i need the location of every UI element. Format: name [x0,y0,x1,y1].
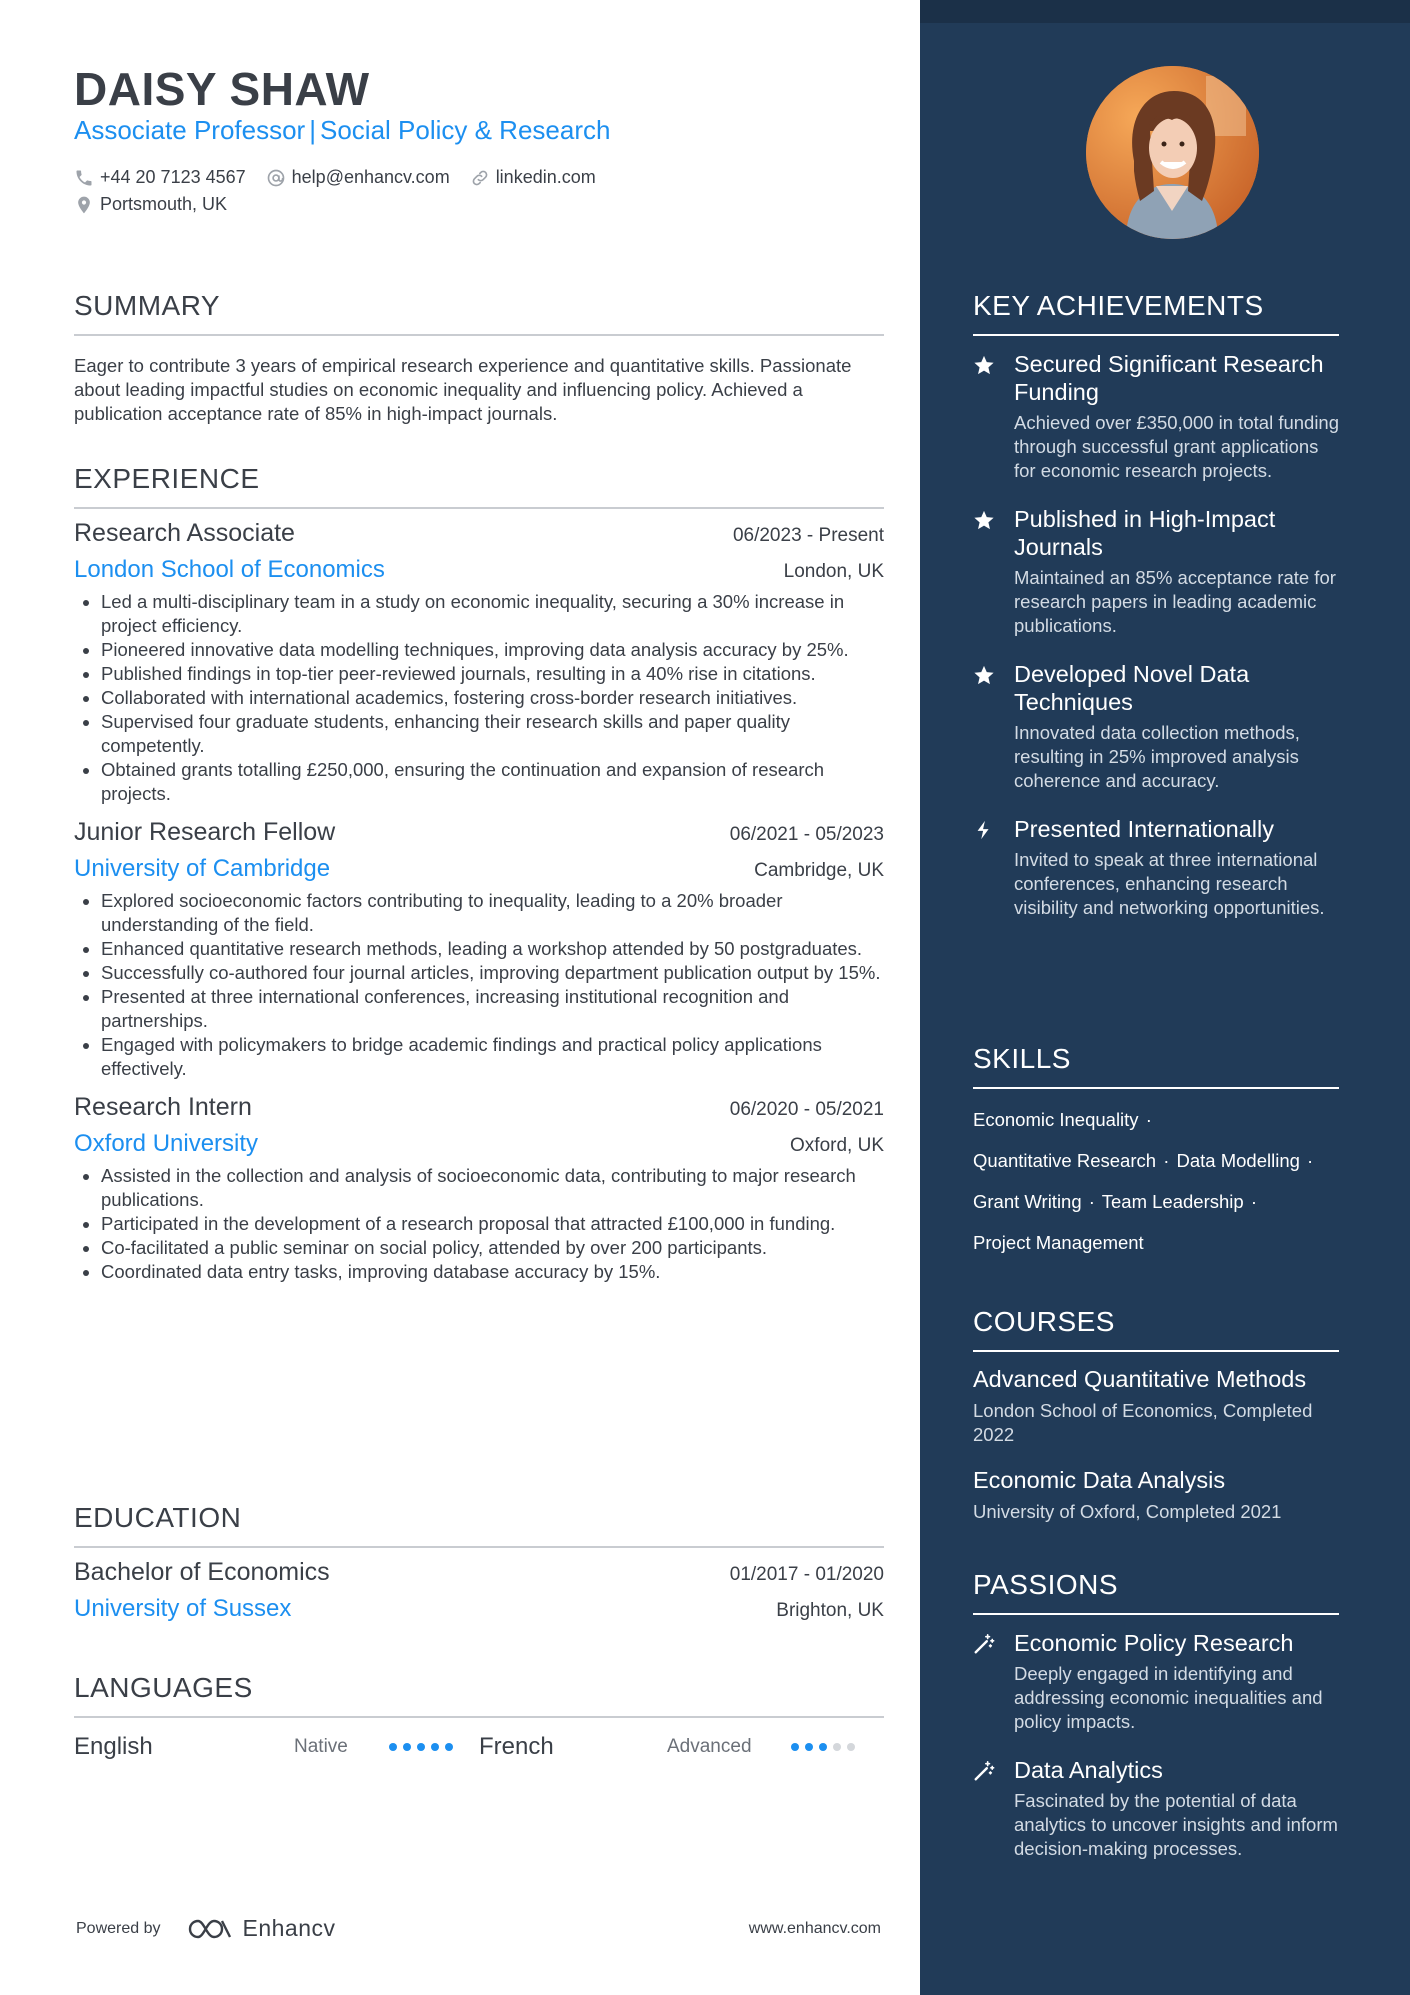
school-location: Brighton, UK [776,1600,884,1621]
divider [973,334,1339,336]
education-section [74,1502,884,1623]
linkedin-url: linkedin.com [495,167,596,187]
skill-item: Team Leadership [1101,1191,1244,1212]
bullet-item: • Successfully co-authored four journal articles, improving department publication output by 15%. [101,961,884,985]
email-address: help@enhancv.com [291,167,450,187]
language-level: Native [294,1736,348,1757]
passion-title: Economic Policy Research [1014,1630,1294,1656]
language-name: English [74,1733,153,1760]
bullet-item: • Co-facilitated a public seminar on social policy, attended by over 200 participants. [101,1236,884,1260]
rating-dot-filled [403,1743,411,1751]
rating-dot-filled [819,1743,827,1751]
summary-section [74,290,884,426]
job-bullets [74,889,884,1081]
star-icon [973,509,995,531]
language-item [74,1733,479,1761]
languages-section [74,1672,884,1762]
skill-item: Quantitative Research [973,1150,1157,1171]
achievement-title: Secured Significant Research Funding [1014,351,1324,405]
skill-item: Project Management [973,1232,1144,1253]
headline [74,115,610,146]
achievement-description: Achieved over £350,000 in total funding through successful grant applications for economic research projects. [1014,412,1340,481]
skills-section [973,1043,1353,1263]
job-location: London, UK [783,561,884,582]
footer [76,1915,881,1942]
bullet-item: • Engaged with policymakers to bridge academic findings and practical policy applications effectively. [101,1033,884,1081]
divider [973,1087,1339,1089]
course-description: University of Oxford, Completed 2021 [973,1501,1282,1522]
job-bullets [74,1164,884,1284]
achievement-description: Innovated data collection methods, resulting in 25% improved analysis coherence and accuracy. [1014,722,1300,791]
job-organization[interactable]: Oxford University [74,1130,259,1157]
avatar [1086,66,1259,239]
skill-separator: · [1163,1150,1170,1171]
bullet-item: • Participated in the development of a research proposal that attracted £100,000 in funding. [101,1212,884,1236]
skill-separator: · [1307,1150,1314,1171]
skill-list [973,1099,1353,1263]
language-item [479,1733,869,1761]
job-bullets [74,590,884,806]
job-entry [74,519,884,806]
achievement-title: Presented Internationally [1014,816,1274,842]
job-dates: 06/2023 - Present [732,525,884,546]
bullet-item: • Enhanced quantitative research methods, leading a workshop attended by 50 postgraduates. [101,937,884,961]
phone-icon [74,168,94,188]
passions-section [973,1569,1339,1861]
education-title: EDUCATION [74,1502,242,1533]
experience-section [74,463,884,1284]
achievement-item [973,350,1339,483]
rating-dot-filled [431,1743,439,1751]
course-item [973,1366,1339,1447]
location-text: Portsmouth, UK [100,194,228,214]
passions-title: PASSIONS [973,1569,1119,1600]
job-title: Research Intern [74,1093,252,1121]
brand-logo[interactable] [187,1915,336,1942]
brand-name: Enhancv [242,1915,336,1941]
bolt-icon [973,819,995,841]
bullet-item: • Assisted in the collection and analysis of socioeconomic data, contributing to major research publications. [101,1164,884,1212]
rating-dot-empty [833,1743,841,1751]
language-level: Advanced [667,1736,752,1757]
education-dates: 01/2017 - 01/2020 [729,1564,884,1585]
job-entry [74,818,884,1081]
bullet-item: • Supervised four graduate students, enhancing their research skills and paper quality competently. [101,710,884,758]
bullet-item: • Published findings in top-tier peer-reviewed journals, resulting in a 40% rise in citations. [101,662,884,686]
location-contact [74,194,227,215]
bullet-item: • Pioneered innovative data modelling techniques, improving data analysis accuracy by 25%. [101,638,884,662]
bullet-item: • Presented at three international conferences, increasing institutional recognition and partnerships. [101,985,884,1033]
job-location: Cambridge, UK [754,860,884,881]
language-rating [791,1743,861,1751]
language-name: French [479,1733,554,1760]
passion-description: Deeply engaged in identifying and addressing economic inequalities and policy impacts. [1014,1663,1323,1732]
rating-dot-filled [791,1743,799,1751]
summary-title: SUMMARY [74,290,221,321]
at-icon [266,168,286,188]
skill-item: Data Modelling [1176,1150,1300,1171]
bullet-item: • Obtained grants totalling £250,000, ensuring the continuation and expansion of research projects. [101,758,884,806]
skill-separator: · [1088,1191,1095,1212]
powered-by-label: Powered by [76,1919,161,1937]
achievement-item [973,815,1339,920]
sidebar-top-bar [920,0,1410,23]
candidate-name: DAISY SHAW [74,63,370,115]
experience-title: EXPERIENCE [74,463,260,494]
skill-item: Economic Inequality [973,1109,1139,1130]
rating-dot-filled [805,1743,813,1751]
education-entry [74,1558,884,1623]
divider [74,507,884,509]
skill-separator: · [1250,1191,1257,1212]
passion-title: Data Analytics [1014,1757,1163,1783]
course-item [973,1467,1339,1524]
contact-info [74,164,884,218]
job-title: Junior Research Fellow [74,818,336,846]
divider [74,1546,884,1548]
divider [973,1350,1339,1352]
email-contact[interactable] [266,167,450,188]
job-dates: 06/2020 - 05/2021 [729,1099,884,1120]
school-name[interactable]: University of Sussex [74,1595,292,1622]
location-pin-icon [74,195,94,215]
languages-title: LANGUAGES [74,1672,253,1703]
bullet-item: • Led a multi-disciplinary team in a study on economic inequality, securing a 30% increase in project efficiency. [101,590,884,638]
skill-item: Grant Writing [973,1191,1082,1212]
achievement-title: Developed Novel Data Techniques [1014,661,1250,715]
achievement-description: Maintained an 85% acceptance rate for research papers in leading academic publications. [1014,567,1336,636]
star-icon [973,354,995,376]
achievement-title: Published in High-Impact Journals [1014,506,1276,560]
bullet-item: • Coordinated data entry tasks, improving database accuracy by 15%. [101,1260,884,1284]
job-title: Research Associate [74,519,295,547]
achievement-description: Invited to speak at three international conferences, enhancing research visibility and networking opportunities. [1014,849,1325,918]
passion-item [973,1756,1339,1861]
divider [74,1716,884,1718]
enhancv-logo-icon [187,1917,233,1941]
magic-wand-icon [973,1760,995,1782]
rating-dot-empty [847,1743,855,1751]
skills-title: SKILLS [973,1043,1071,1074]
profile-photo [1086,66,1259,239]
achievement-item [973,505,1339,638]
bullet-item: • Explored socioeconomic factors contributing to inequality, leading to a 20% broader understanding of the field. [101,889,884,937]
courses-section [973,1306,1339,1524]
website-link[interactable]: www.enhancv.com [748,1919,881,1937]
divider [74,334,884,336]
powered-by [76,1915,336,1942]
skill-separator: · [1145,1109,1152,1130]
job-organization[interactable]: London School of Economics [74,556,385,583]
passion-description: Fascinated by the potential of data analytics to uncover insights and inform decision-making processes. [1014,1790,1338,1859]
course-description: London School of Economics, Completed 2022 [973,1400,1313,1445]
summary-text: Eager to contribute 3 years of empirical research experience and quantitative skills. Passionate about leading impactful studies on economic inequality and influencing policy. Achieved a publication acceptance rate of 85% in high-impact journals. [74,355,852,424]
link-icon [470,168,490,188]
headline-separator: | [309,115,316,145]
rating-dot-filled [445,1743,453,1751]
courses-title: COURSES [973,1306,1115,1337]
phone-number: +44 20 7123 4567 [100,167,246,187]
sidebar [920,0,1410,1995]
linkedin-contact[interactable] [470,167,596,188]
course-title: Advanced Quantitative Methods [973,1366,1307,1392]
magic-wand-icon [973,1633,995,1655]
job-location: Oxford, UK [790,1135,884,1156]
passion-item [973,1629,1339,1734]
job-dates: 06/2021 - 05/2023 [729,824,884,845]
achievement-item [973,660,1339,793]
bullet-item: • Collaborated with international academics, fostering cross-border research initiatives. [101,686,884,710]
star-icon [973,664,995,686]
headline-role: Associate Professor [74,115,306,145]
divider [973,1613,1339,1615]
phone-contact[interactable] [74,167,246,188]
achievements-section [973,290,1339,920]
rating-dot-filled [417,1743,425,1751]
course-title: Economic Data Analysis [973,1467,1226,1493]
language-rating [389,1743,459,1751]
achievements-title: KEY ACHIEVEMENTS [973,290,1264,321]
rating-dot-filled [389,1743,397,1751]
job-entry [74,1093,884,1284]
degree-name: Bachelor of Economics [74,1558,330,1586]
headline-field: Social Policy & Research [319,115,611,145]
job-organization[interactable]: University of Cambridge [74,855,331,882]
